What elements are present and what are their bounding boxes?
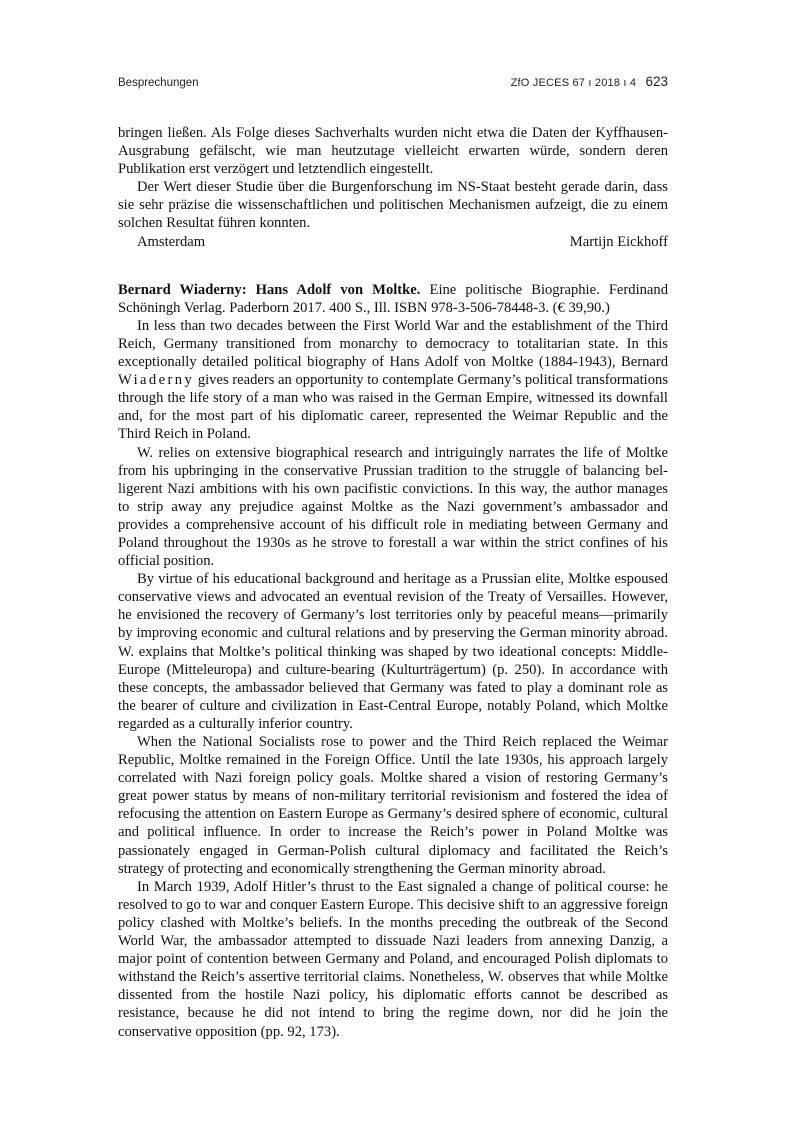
signoff-place: Amsterdam [137,233,206,250]
page-number: 623 [645,74,668,89]
review-paragraph: When the National Socialists rose to power and the Third Reich replaced the Weimar Republic, Moltke remained in the Foreign Office. Until the late 1930s, his approach largely correlated with Nazi foreign policy goals. Moltke shared a vision of restoring Germany’s great power status by means of non-military territorial revisionism and fostered the idea of refocusing the attention on Eastern Europe as Germany’s desired sphere of economic, cultural and political influence. In order to increase the Reich’s power in Poland Moltke was passionately engaged in German-Polish cultural diplomacy and facilitated the Reich’s strategy of protecting and economically strengthening the German minority abroad. [118,734,668,877]
running-header [118,74,668,94]
section-title: Besprechungen [118,77,199,89]
review-paragraph: In March 1939, Adolf Hitler’s thrust to the East signaled a change of political course: he resolved to go to war and conquer Eastern Europe. This decisive shift to an aggressive foreign policy clashed with Moltke’s beliefs. In the months preceding the outbreak of the Second World War, the ambassador attempted to dissuade Nazi leaders from annexing Danzig, a major point of contention between Germany and Poland, and encouraged Polish diplomats to withstand the Reich’s assertive territorial claims. Nonetheless, W. observes that while Moltke dissented from the hostile Nazi policy, his diplomatic efforts cannot be described as resistance, because he did not intend to bring the regime down, nor did he join the conservative opposition (pp. 92, 173). [118,878,668,1040]
journal-info [511,74,668,89]
signoff-reviewer: Martijn Eickhoff [569,233,668,250]
prev-review-paragraph: Der Wert dieser Studie über die Burgenforschung im NS-Staat besteht gerade darin, dass sie sehr präzise die wissenschaftlichen und politischen Mechanismen aufzeigt, die zu einem solchen Resultat führen konnten. [118,179,668,232]
page-body [118,124,668,1041]
book-citation [118,281,668,317]
review-paragraph: By virtue of his educational background and heritage as a Prussian elite, Moltke espoused conservative views and advocated an eventual revision of the Treaty of Versailles. However, he envisioned the recovery of Germany’s lost territories only by peaceful means—primarily by improving economic and cultural relations and by preserving the German minority abroad. W. explains that Moltke’s political thinking was shaped by two ideational concepts: Middle-Europe (Mitteleuropa) and culture-bearing (Kulturträgertum) (p. 250). In accordance with these concepts, the ambassador believed that Germany was fated to play a dominant role as the bearer of culture and civilization in East-Central Europe, notably Poland, which Moltke regarded as a culturally inferior country. [118,571,668,732]
review-paragraph: In less than two decades between the First World War and the establishment of the Third Reich, Germany transitioned from monarchy to democracy to totalitarian state. In this exceptionally detailed political biography of Hans Adolf von Moltke (1884-1943), Bernard Wiaderny gives readers an opportunity to contemplate Germany’s political transformations through the life story of a man who was raised in the German Empire, witnessed its downfall and, for the most part of his diplomatic career, represented the Weimar Republic and the Third Reich in Poland. [118,317,668,443]
reviewed-author-name: Wiaderny [118,372,195,389]
review-signoff [118,233,668,251]
prev-review-paragraph: bringen ließen. Als Folge dieses Sachverhalts wurden nicht etwa die Daten der Kyffhausen-Ausgrabung gefälscht, wie man heutzutage vielleicht erwarten würde, sondern deren Publikation erst verzögert und letztendlich eingestellt. [118,125,668,178]
book-author-title: Bernard Wiaderny: Hans Adolf von Moltke. [118,281,421,298]
review-paragraph: W. relies on extensive biographical research and intriguingly narrates the life of Moltke from his upbringing in the conservative Prussian tradition to the struggle of balancing belligerent Nazi ambitions with his own pacifistic convictions. In this way, the author manages to strip away any prejudice against Moltke as the Nazi government’s ambassador and provides a comprehensive account of his difficult role in mediating between Germany and Poland throughout the 1930s as he strove to forestall a war within the strict confines of his official position. [118,444,668,570]
journal-citation: ZfO JECES 67 ı 2018 ı 4 [510,77,637,89]
book-details: Eine politische Biographie. Ferdinand Schöningh Verlag. Paderborn 2017. 400 S., Ill. ISBN 978-3-506-78448-3. (€ 39,90.) [118,281,668,316]
